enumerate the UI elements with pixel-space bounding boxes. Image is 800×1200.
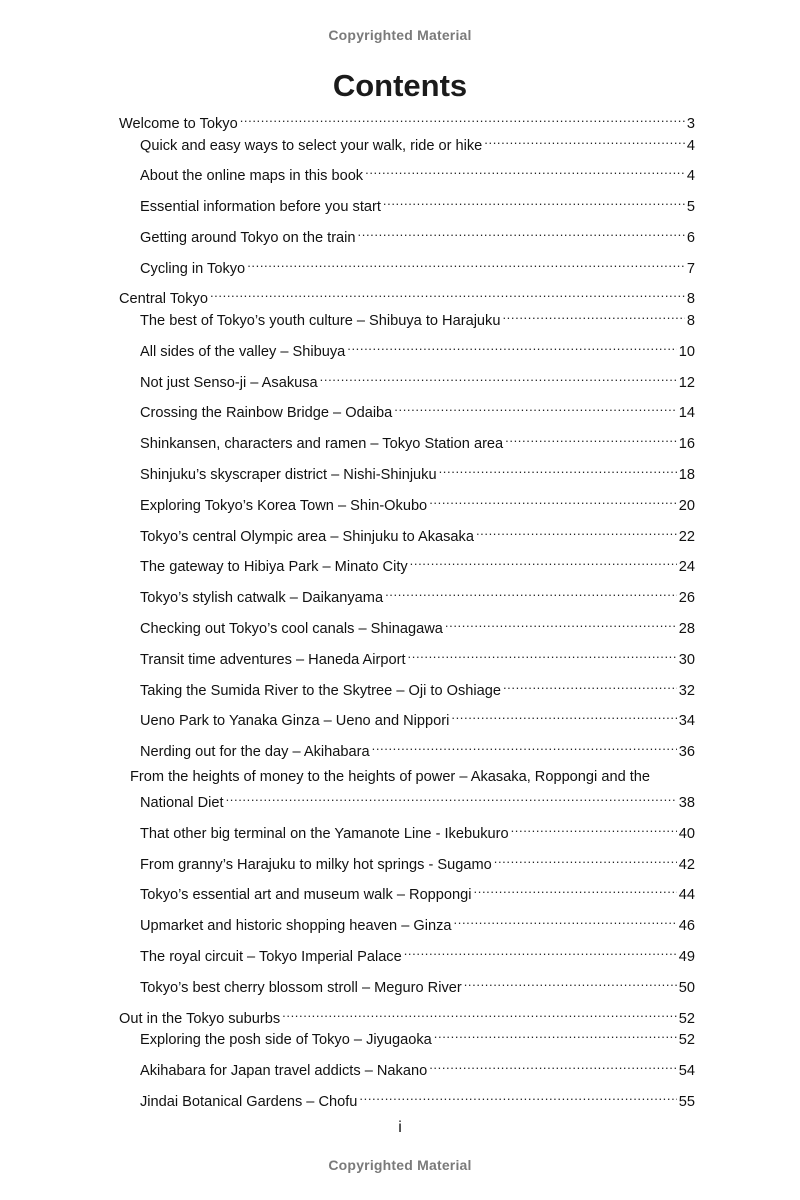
page-title: Contents [332,68,468,103]
toc-entry-page: 20 [678,497,695,514]
toc-entry-label: From granny’s Harajuku to milky hot springs - Sugamo [140,856,492,873]
toc-entry[interactable] [119,941,695,965]
dot-leader [358,222,685,242]
toc-entry[interactable] [119,397,695,422]
dot-leader [503,675,677,695]
toc-entry-label: Akihabara for Japan travel addicts – Nakano [140,1062,428,1079]
copyright-watermark-top: Copyrighted Material [328,27,472,43]
toc-entry-page: 32 [678,682,695,699]
toc-entry[interactable] [119,613,695,637]
dot-leader [383,191,685,211]
toc-entry[interactable] [119,428,695,453]
toc-entry-page: 50 [678,979,695,996]
toc-entry[interactable] [119,521,695,545]
dot-leader [365,160,685,180]
dot-leader [282,1003,677,1023]
toc-entry[interactable] [119,191,695,216]
toc-entry-page: 5 [686,199,695,216]
dot-leader [385,582,677,602]
dot-leader [511,818,677,838]
toc-entry-page: 28 [678,620,695,637]
dot-leader [429,1055,677,1075]
toc-entry-label: Nerding out for the day – Akihabara [140,744,370,761]
toc-entry-page: 40 [678,825,695,842]
toc-section[interactable] [119,283,695,308]
toc-entry[interactable] [119,644,695,668]
toc-entry[interactable] [119,767,695,811]
toc-entry-page: 16 [678,436,695,453]
dot-leader [502,305,684,325]
toc-entry-page: 14 [678,405,695,422]
toc-entry-label: Crossing the Rainbow Bridge – Odaiba [140,405,393,422]
toc-entry-page: 8 [686,312,695,329]
toc-entry[interactable] [119,336,695,360]
toc-entry-page: 3 [686,116,695,132]
dot-leader [429,490,677,510]
toc-entry-label: Exploring the posh side of Tokyo – Jiyugaoka [140,1032,432,1049]
toc-entry-page: 4 [686,168,695,185]
toc-entry-page: 52 [678,1010,695,1027]
toc-entry[interactable] [119,130,695,154]
toc-entry-label: Not just Senso-ji – Asakusa [140,374,318,391]
toc-entry-page: 42 [678,856,695,873]
toc-entry-page: 22 [678,528,695,545]
dot-leader [410,551,677,571]
toc-entry-label: Shinjuku’s skyscraper district – Nishi-Shinjuku [140,466,437,483]
toc-section-label: Out in the Tokyo suburbs [119,1010,281,1027]
toc-entry-page: 49 [678,948,695,965]
toc-entry-page: 38 [678,794,695,811]
dot-leader [372,736,677,756]
toc-entry[interactable] [119,1055,695,1079]
toc-entry-label: Checking out Tokyo’s cool canals – Shinagawa [140,620,443,637]
toc-entry-label: Transit time adventures – Haneda Airport [140,651,406,668]
dot-leader [476,521,677,541]
toc-entry-label: Taking the Sumida River to the Skytree – Oji to Oshiage [140,682,501,699]
toc-entry-page: 26 [678,590,695,607]
toc-section-label: Welcome to Tokyo [119,116,238,132]
toc-entry-label: Tokyo’s central Olympic area – Shinjuku to Akasaka [140,528,474,545]
toc-entry-page: 18 [678,466,695,483]
toc-entry-label: All sides of the valley – Shibuya [140,343,346,360]
dot-leader [240,108,685,128]
toc-entry-label: Essential information before you start [140,199,381,216]
toc-entry-page: 6 [686,229,695,246]
dot-leader [464,972,677,992]
toc-entry-page: 4 [686,137,695,154]
toc-entry[interactable] [119,551,695,576]
toc-entry[interactable] [119,253,695,277]
toc-entry-label: National Diet [140,794,224,811]
toc-entry-label: Shinkansen, characters and ramen – Tokyo Station area [140,436,504,453]
toc-entry[interactable] [119,222,695,246]
toc-entry-page: 10 [678,343,695,360]
toc-entry-label: The gateway to Hibiya Park – Minato City [140,559,408,576]
dot-leader [210,283,685,303]
dot-leader [347,336,677,356]
dot-leader [408,644,677,664]
toc-entry-page: 52 [678,1032,695,1049]
toc-entry[interactable] [119,675,695,699]
toc-entry-label: Tokyo’s best cherry blossom stroll – Meguro River [140,979,462,996]
dot-leader [454,910,677,930]
toc-entry[interactable] [119,879,695,904]
toc-entry[interactable] [119,490,695,514]
toc-entry-page: 30 [678,651,695,668]
toc-entry-label-line1: From the heights of money to the heights of power – Akasaka, Roppongi and the [130,768,651,785]
dot-leader [404,941,677,961]
toc-entry-label: Cycling in Tokyo [140,260,246,277]
dot-leader [484,130,685,150]
toc-section-label: Central Tokyo [119,291,208,308]
table-of-contents [119,108,695,1116]
toc-entry-page: 54 [678,1062,695,1079]
dot-leader [451,705,676,725]
toc-section[interactable] [119,108,695,132]
dot-leader [445,613,677,633]
toc-entry-label: Tokyo’s essential art and museum walk – Roppongi [140,887,472,904]
toc-entry-label: Upmarket and historic shopping heaven – Ginza [140,918,452,935]
toc-entry-label: Exploring Tokyo’s Korea Town – Shin-Okubo [140,497,428,514]
toc-entry-page: 44 [678,887,695,904]
dot-leader [505,428,677,448]
toc-entry-page: 36 [678,744,695,761]
toc-entry[interactable] [119,736,695,761]
toc-entry[interactable] [119,910,695,935]
dot-leader [320,367,677,387]
toc-entry[interactable] [119,705,695,730]
toc-entry[interactable] [119,1024,695,1049]
toc-entry-page: 8 [686,291,695,308]
toc-entry[interactable] [119,367,695,391]
toc-entry-label: Jindai Botanical Gardens – Chofu [140,1093,358,1110]
toc-entry[interactable] [119,1086,695,1110]
toc-entry-label: Tokyo’s stylish catwalk – Daikanyama [140,590,384,607]
toc-entry-page: 24 [678,559,695,576]
page-number: i [398,1119,402,1136]
toc-entry-page: 55 [678,1093,695,1110]
toc-entry-label: Getting around Tokyo on the train [140,229,356,246]
dot-leader [359,1086,676,1106]
toc-entry-page: 12 [678,374,695,391]
toc-section[interactable] [119,1003,695,1027]
dot-leader [247,253,685,273]
toc-entry-label: The royal circuit – Tokyo Imperial Palace [140,948,402,965]
toc-entry-label: About the online maps in this book [140,168,364,185]
toc-entry[interactable] [119,849,695,873]
toc-entry-label: The best of Tokyo’s youth culture – Shibuya to Harajuku [140,312,501,329]
dot-leader [394,397,676,417]
dot-leader [494,849,677,869]
dot-leader [474,879,677,899]
dot-leader [439,459,677,479]
toc-entry-label: That other big terminal on the Yamanote Line - Ikebukuro [140,825,509,842]
toc-entry-label: Quick and easy ways to select your walk, ride or hike [140,137,483,154]
toc-entry[interactable] [119,459,695,483]
toc-entry-label: Ueno Park to Yanaka Ginza – Ueno and Nippori [140,713,450,730]
toc-entry-page: 46 [678,918,695,935]
copyright-watermark-bottom: Copyrighted Material [328,1157,472,1173]
toc-entry[interactable] [119,972,695,996]
dot-leader [226,787,677,807]
toc-entry[interactable] [119,582,695,607]
toc-entry-page: 34 [678,713,695,730]
toc-entry-page: 7 [686,260,695,277]
toc-entry[interactable] [119,160,695,185]
toc-entry-line2 [130,787,695,811]
toc-entry[interactable] [119,818,695,842]
dot-leader [434,1024,677,1044]
toc-entry[interactable] [119,305,695,329]
